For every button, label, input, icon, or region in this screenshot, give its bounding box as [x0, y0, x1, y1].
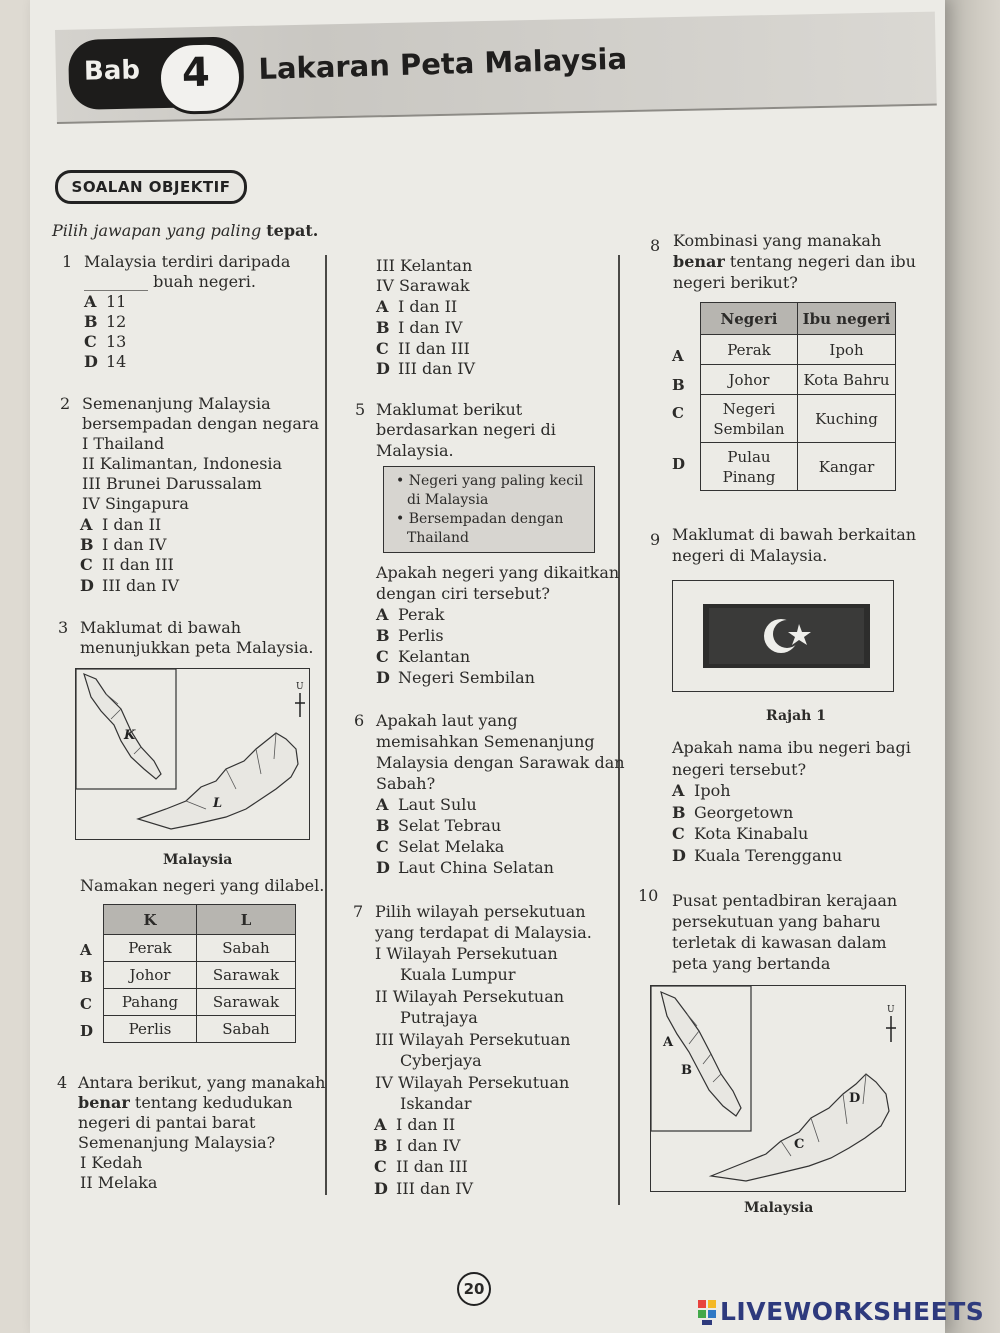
q2-stem-1: Semenanjung Malaysia — [82, 394, 271, 413]
table-cell: Johor — [701, 365, 798, 395]
q7-item-1: I Wilayah Persekutuan — [375, 944, 558, 963]
q10-stem-3: terletak di kawasan dalam — [672, 933, 887, 952]
q1-option-c[interactable]: C 13 — [84, 332, 127, 351]
q10-map-label-d: D — [849, 1091, 861, 1106]
q9-stem-2: negeri di Malaysia. — [672, 546, 828, 565]
table-cell: Sarawak — [197, 989, 296, 1016]
column-divider-1 — [325, 255, 327, 1195]
chapter-number: 4 — [181, 49, 211, 97]
q6-stem-4: Sabah? — [376, 774, 436, 793]
q4-option-d[interactable]: D III dan IV — [376, 359, 476, 378]
q3-number: 3 — [58, 618, 69, 637]
q4-stem-3: negeri di pantai barat — [78, 1113, 256, 1132]
q3-malaysia-map — [75, 668, 310, 840]
page-title: Lakaran Peta Malaysia — [258, 41, 628, 86]
q6-option-a[interactable]: A Laut Sulu — [376, 795, 477, 814]
table-row[interactable] — [104, 1016, 296, 1043]
q3-map-label-k: K — [124, 728, 136, 743]
q9-ask-2: negeri tersebut? — [672, 760, 807, 779]
q4-stem-1: Antara berikut, yang manakah — [78, 1073, 326, 1092]
table-cell: Pulau Pinang — [701, 443, 798, 491]
table-row[interactable] — [104, 962, 296, 989]
q2-option-b[interactable]: B I dan IV — [80, 535, 167, 554]
q10-map-graphic — [651, 986, 905, 1191]
q2-number: 2 — [60, 394, 71, 413]
q4-stem-2: benar tentang kedudukan — [78, 1093, 293, 1112]
q3-row-label-a[interactable]: A — [80, 941, 92, 959]
north-arrow-icon — [886, 1016, 896, 1042]
q3-stem-2: menunjukkan peta Malaysia. — [80, 638, 314, 657]
q10-stem-1: Pusat pentadbiran kerajaan — [672, 891, 898, 910]
column-divider-2 — [618, 255, 620, 1205]
q3-map-label-l: L — [213, 796, 223, 811]
q8-table-head-negeri: Negeri — [701, 303, 798, 335]
page-edge-shadow — [945, 0, 1000, 1333]
q5-stem-1: Maklumat berikut — [376, 400, 523, 419]
table-cell: Negeri Sembilan — [701, 395, 798, 443]
q1-option-b[interactable]: B 12 — [84, 312, 127, 331]
q7-option-c[interactable]: C II dan III — [374, 1157, 468, 1176]
q8-stem-3: negeri berikut? — [673, 273, 798, 292]
q3-table-head-l: L — [197, 905, 296, 935]
q8-stem-2: benar tentang negeri dan ibu — [673, 252, 916, 271]
q6-stem-1: Apakah laut yang — [376, 711, 518, 730]
q8-row-label-b[interactable]: B — [672, 376, 685, 394]
q10-map-label-a: A — [663, 1035, 674, 1050]
q6-option-c[interactable]: C Selat Melaka — [376, 837, 505, 856]
table-cell: Perak — [104, 935, 197, 962]
q3-row-label-c[interactable]: C — [80, 995, 92, 1013]
table-row[interactable] — [104, 989, 296, 1016]
table-cell: Perak — [701, 335, 798, 365]
table-row[interactable] — [701, 335, 896, 365]
q3-prompt: Namakan negeri yang dilabel. — [80, 876, 325, 895]
q2-item-3: III Brunei Darussalam — [82, 474, 262, 493]
watermark: LIVEWORKSHEETS — [720, 1297, 985, 1326]
table-cell: Pahang — [104, 989, 197, 1016]
q8-number: 8 — [650, 236, 661, 255]
q7-item-4: IV Wilayah Persekutuan — [375, 1073, 570, 1092]
table-cell: Johor — [104, 962, 197, 989]
q2-item-1: I Thailand — [82, 434, 165, 453]
q5-option-c[interactable]: C Kelantan — [376, 647, 471, 666]
q3-map-caption: Malaysia — [163, 852, 233, 868]
q10-stem-2: persekutuan yang baharu — [672, 912, 881, 931]
q4-stem-4: Semenanjung Malaysia? — [78, 1133, 276, 1152]
q10-north-label: U — [887, 1005, 895, 1015]
q9-stem-1: Maklumat di bawah berkaitan — [672, 525, 917, 544]
q2-option-d[interactable]: D III dan IV — [80, 576, 180, 595]
q2-option-c[interactable]: C II dan III — [80, 555, 174, 574]
table-row[interactable] — [701, 443, 896, 491]
table-cell: Ipoh — [798, 335, 896, 365]
table-cell: Sarawak — [197, 962, 296, 989]
north-arrow-icon — [295, 693, 305, 717]
q5-ask-2: dengan ciri tersebut? — [376, 584, 550, 603]
q4-option-c[interactable]: C II dan III — [376, 339, 470, 358]
q5-stem-2: berdasarkan negeri di — [376, 420, 556, 439]
q10-number: 10 — [638, 886, 659, 905]
table-cell: Sabah — [197, 935, 296, 962]
q7-number: 7 — [353, 902, 364, 921]
q2-item-4: IV Singapura — [82, 494, 189, 513]
q5-info-1: • Negeri yang paling kecil — [396, 473, 584, 489]
q5-info-3: • Bersempadan dengan — [396, 511, 564, 527]
table-row[interactable] — [701, 365, 896, 395]
q1-option-a[interactable]: A 11 — [84, 292, 127, 311]
q3-row-label-d[interactable]: D — [80, 1022, 94, 1040]
q9-figure-caption: Rajah 1 — [766, 708, 826, 724]
section-label: SOALAN OBJEKTIF — [55, 170, 247, 204]
q3-map-graphic — [76, 669, 309, 839]
q7-option-d[interactable]: D III dan IV — [374, 1179, 474, 1198]
q1-option-d[interactable]: D 14 — [84, 352, 127, 371]
q2-item-2: II Kalimantan, Indonesia — [82, 454, 283, 473]
q9-ask-1: Apakah nama ibu negeri bagi — [672, 738, 911, 757]
q5-option-d[interactable]: D Negeri Sembilan — [376, 668, 535, 687]
table-cell: Kota Bahru — [798, 365, 896, 395]
q6-stem-2: memisahkan Semenanjung — [376, 732, 595, 751]
q5-stem-3: Malaysia. — [376, 441, 454, 460]
q5-info-4: Thailand — [407, 530, 469, 546]
q7-item-1b: Kuala Lumpur — [400, 965, 516, 984]
q5-info-2: di Malaysia — [407, 492, 489, 508]
q4-item-2: II Melaka — [80, 1173, 158, 1192]
terengganu-flag — [703, 604, 870, 668]
q10-map-label-c: C — [794, 1137, 805, 1152]
table-row[interactable] — [104, 935, 296, 962]
table-row[interactable] — [701, 395, 896, 443]
q10-map-label-b: B — [681, 1063, 692, 1078]
liveworksheets-logo-icon — [698, 1300, 716, 1326]
q9-number: 9 — [650, 530, 661, 549]
q6-number: 6 — [354, 711, 365, 730]
table-cell: Kuching — [798, 395, 896, 443]
q3-north-label: U — [296, 682, 304, 692]
q7-item-3b: Cyberjaya — [400, 1051, 482, 1070]
q7-option-b[interactable]: B I dan IV — [374, 1136, 461, 1155]
q5-option-a[interactable]: A Perak — [376, 605, 445, 624]
q1-stem-2: ________ buah negeri. — [84, 272, 256, 291]
q7-item-2: II Wilayah Persekutuan — [375, 987, 565, 1006]
q2-option-a[interactable]: A I dan II — [80, 515, 162, 534]
q6-option-b[interactable]: B Selat Tebrau — [376, 816, 502, 835]
page-number: 20 — [457, 1272, 491, 1306]
q7-stem-1: Pilih wilayah persekutuan — [375, 902, 586, 921]
q8-row-label-a[interactable]: A — [672, 347, 684, 365]
crescent-star-icon — [703, 604, 870, 668]
table-cell: Sabah — [197, 1016, 296, 1043]
q7-item-4b: Iskandar — [400, 1094, 472, 1113]
q5-option-b[interactable]: B Perlis — [376, 626, 444, 645]
q5-number: 5 — [355, 400, 366, 419]
q8-table-head-ibu: Ibu negeri — [798, 303, 896, 335]
q4-item-1: I Kedah — [80, 1153, 143, 1172]
q10-map-caption: Malaysia — [744, 1200, 814, 1216]
q9-option-b[interactable]: B Georgetown — [672, 803, 794, 822]
q9-option-a[interactable]: A Ipoh — [672, 781, 731, 800]
q6-stem-3: Malaysia dengan Sarawak dan — [376, 753, 625, 772]
q7-stem-2: yang terdapat di Malaysia. — [375, 923, 592, 942]
table-cell: Perlis — [104, 1016, 197, 1043]
q10-malaysia-map — [650, 985, 906, 1192]
q1-stem-1: Malaysia terdiri daripada — [84, 252, 291, 271]
q9-option-d[interactable]: D Kuala Terengganu — [672, 846, 843, 865]
q5-ask-1: Apakah negeri yang dikaitkan — [376, 563, 620, 582]
q8-row-label-d[interactable]: D — [672, 455, 686, 473]
q6-option-d[interactable]: D Laut China Selatan — [376, 858, 554, 877]
q3-table-head-k: K — [104, 905, 197, 935]
q9-option-c[interactable]: C Kota Kinabalu — [672, 824, 809, 843]
bab-label: Bab — [83, 55, 141, 87]
q7-item-3: III Wilayah Persekutuan — [375, 1030, 571, 1049]
q7-item-2b: Putrajaya — [400, 1008, 478, 1027]
q8-answer-table — [700, 302, 896, 491]
q4-item-3: III Kelantan — [376, 256, 473, 275]
instruction: Pilih jawapan yang paling tepat. — [52, 221, 319, 240]
q3-stem-1: Maklumat di bawah — [80, 618, 242, 637]
q8-stem-1: Kombinasi yang manakah — [673, 231, 882, 250]
q3-row-label-b[interactable]: B — [80, 968, 93, 986]
q7-option-a[interactable]: A I dan II — [374, 1115, 456, 1134]
q4-option-a[interactable]: A I dan II — [376, 297, 458, 316]
q1-number: 1 — [62, 252, 73, 271]
q4-item-4: IV Sarawak — [376, 276, 470, 295]
table-cell: Kangar — [798, 443, 896, 491]
q3-answer-table — [103, 904, 296, 1043]
q8-row-label-c[interactable]: C — [672, 404, 684, 422]
q4-option-b[interactable]: B I dan IV — [376, 318, 463, 337]
q4-number: 4 — [57, 1073, 68, 1092]
q2-stem-2: bersempadan dengan negara — [82, 414, 320, 433]
q10-stem-4: peta yang bertanda — [672, 954, 831, 973]
